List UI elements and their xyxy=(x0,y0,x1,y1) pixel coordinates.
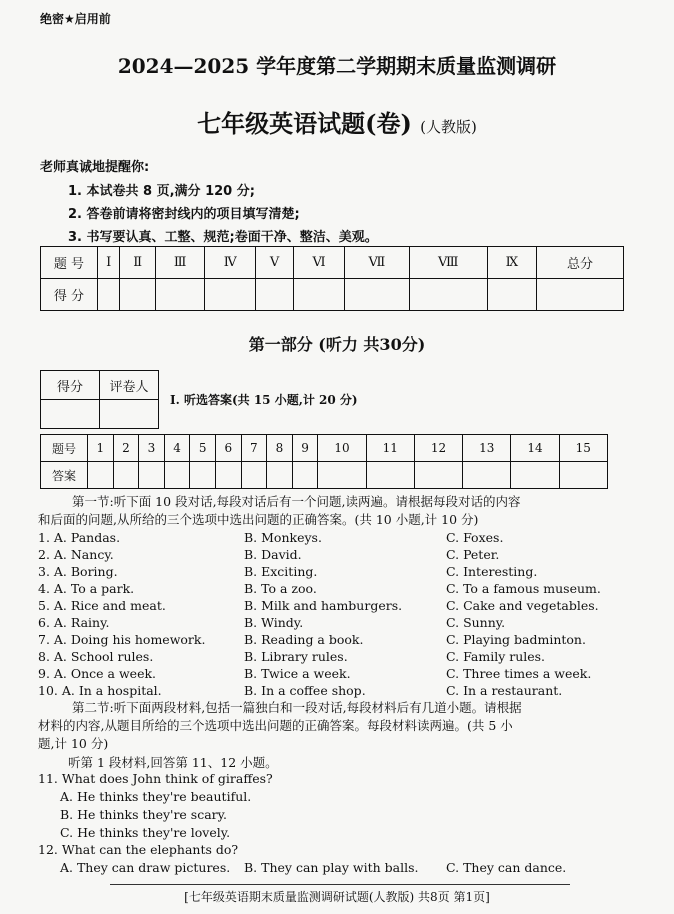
answer-number-cell: 12 xyxy=(414,435,462,462)
question-item[interactable]: 9. A. Once a week. xyxy=(38,666,157,681)
score-row-label: 得 分 xyxy=(41,279,98,311)
score-cell: Ⅷ xyxy=(409,247,487,279)
page-footer: [七年级英语期末质量监测调研试题(人教版) 共8页 第1页] xyxy=(184,890,490,904)
question-option[interactable]: C. Cake and vegetables. xyxy=(446,598,599,613)
exam-subtitle xyxy=(0,104,674,139)
answer-number-cell: 10 xyxy=(318,435,366,462)
answer-input-cell[interactable] xyxy=(463,462,511,489)
score-cell: Ⅲ xyxy=(156,247,205,279)
answer-number-cell: 9 xyxy=(292,435,318,462)
answer-table-label: 答案 xyxy=(41,462,88,489)
answer-input-cell[interactable] xyxy=(366,462,414,489)
material1-note: 听第 1 段材料,回答第 11、12 小题。 xyxy=(68,755,278,770)
grader-box xyxy=(40,370,159,429)
question-option[interactable]: B. Windy. xyxy=(244,615,304,630)
answer-number-cell: 5 xyxy=(190,435,216,462)
score-cell: Ⅶ xyxy=(345,247,410,279)
question-option[interactable]: C. Interesting. xyxy=(446,564,538,579)
answer-number-cell: 7 xyxy=(241,435,267,462)
section2-instruction: 题,计 10 分) xyxy=(38,736,109,751)
answer-number-cell: 15 xyxy=(559,435,607,462)
question-item[interactable]: 6. A. Rainy. xyxy=(38,615,110,630)
question-11-stem: 11. What does John think of giraffes? xyxy=(38,771,273,786)
question-option[interactable]: B. In a coffee shop. xyxy=(244,683,366,698)
answer-number-cell: 1 xyxy=(88,435,114,462)
score-cell: Ⅸ xyxy=(487,247,536,279)
answer-input-cell[interactable] xyxy=(267,462,293,489)
score-table-score-row xyxy=(41,279,624,311)
reminder-item: 1. 本试卷共 8 页,满分 120 分; xyxy=(68,184,255,199)
reminder-item: 3. 书写要认真、工整、规范;卷面干净、整洁、美观。 xyxy=(68,230,378,245)
question-12-option[interactable]: B. They can play with balls. xyxy=(244,860,419,875)
question-item[interactable]: 10. A. In a hospital. xyxy=(38,683,162,698)
score-cell: Ⅵ xyxy=(293,247,344,279)
answer-input-cell[interactable] xyxy=(215,462,241,489)
answer-number-cell: 8 xyxy=(267,435,293,462)
score-cell: Ⅴ xyxy=(256,247,294,279)
answer-input-cell[interactable] xyxy=(241,462,267,489)
score-input-cell[interactable] xyxy=(120,279,156,311)
question-11-option[interactable]: B. He thinks they're scary. xyxy=(60,807,228,822)
question-option[interactable]: B. To a zoo. xyxy=(244,581,317,596)
grader-score-cell[interactable] xyxy=(41,400,100,429)
score-table xyxy=(40,246,624,311)
question-option[interactable]: B. Library rules. xyxy=(244,649,348,664)
answer-input-cell[interactable] xyxy=(164,462,190,489)
edition-label: (人教版) xyxy=(420,118,477,136)
score-table-header-row xyxy=(41,247,624,279)
score-cell: 总分 xyxy=(537,247,624,279)
subtitle-main: 七年级英语试题(卷) xyxy=(197,109,412,138)
answer-input-cell[interactable] xyxy=(559,462,607,489)
question-option[interactable]: C. To a famous museum. xyxy=(446,581,601,596)
answer-input-cell[interactable] xyxy=(113,462,139,489)
question-option[interactable]: C. In a restaurant. xyxy=(446,683,563,698)
footer-rule xyxy=(110,884,570,885)
grader-label: 评卷人 xyxy=(100,371,159,400)
answer-number-cell: 3 xyxy=(139,435,165,462)
score-cell: Ⅳ xyxy=(205,247,256,279)
score-input-cell[interactable] xyxy=(256,279,294,311)
question-item[interactable]: 8. A. School rules. xyxy=(38,649,154,664)
score-cell: Ⅱ xyxy=(120,247,156,279)
answer-input-cell[interactable] xyxy=(190,462,216,489)
question-option[interactable]: B. Exciting. xyxy=(244,564,318,579)
reminder-heading: 老师真诚地提醒你: xyxy=(40,160,150,175)
exam-title: 2024—2025 学年度第二学期期末质量监测调研 xyxy=(117,54,557,78)
score-input-cell[interactable] xyxy=(205,279,256,311)
answer-input-cell[interactable] xyxy=(318,462,366,489)
answer-input-cell[interactable] xyxy=(139,462,165,489)
question-item[interactable]: 3. A. Boring. xyxy=(38,564,118,579)
question-item[interactable]: 1. A. Pandas. xyxy=(38,530,121,545)
answer-table-number-row xyxy=(41,435,608,462)
section2-instruction: 材料的内容,从题目所给的三个选项中选出问题的正确答案。每段材料读两遍。(共 5 小 xyxy=(38,718,513,733)
answer-table-label: 题号 xyxy=(41,435,88,462)
question-option[interactable]: C. Three times a week. xyxy=(446,666,592,681)
answer-number-cell: 4 xyxy=(164,435,190,462)
answer-number-cell: 2 xyxy=(113,435,139,462)
question-option[interactable]: B. Reading a book. xyxy=(244,632,364,647)
grader-name-cell[interactable] xyxy=(100,400,159,429)
question-item[interactable]: 4. A. To a park. xyxy=(38,581,135,596)
question-option[interactable]: B. Twice a week. xyxy=(244,666,351,681)
score-cell: 题 号 xyxy=(41,247,98,279)
section1-title: Ⅰ. 听选答案(共 15 小题,计 20 分) xyxy=(170,393,358,407)
score-input-cell[interactable] xyxy=(409,279,487,311)
answer-number-cell: 11 xyxy=(366,435,414,462)
question-option[interactable]: B. Monkeys. xyxy=(244,530,322,545)
section2-instruction: 第二节:听下面两段材料,包括一篇独白和一段对话,每段材料后有几道小题。请根据 xyxy=(72,700,522,715)
answer-input-cell[interactable] xyxy=(511,462,559,489)
question-11-option[interactable]: A. He thinks they're beautiful. xyxy=(60,789,252,804)
question-option[interactable]: C. Peter. xyxy=(446,547,500,562)
question-item[interactable]: 7. A. Doing his homework. xyxy=(38,632,206,647)
score-input-cell[interactable] xyxy=(293,279,344,311)
score-input-cell[interactable] xyxy=(487,279,536,311)
question-option[interactable]: B. Milk and hamburgers. xyxy=(244,598,403,613)
question-option[interactable]: C. Foxes. xyxy=(446,530,504,545)
question-12-option[interactable]: C. They can dance. xyxy=(446,860,567,875)
score-input-cell[interactable] xyxy=(156,279,205,311)
confidential-mark: 绝密★启用前 xyxy=(40,12,111,26)
question-12-option[interactable]: A. They can draw pictures. xyxy=(60,860,231,875)
score-cell: Ⅰ xyxy=(98,247,120,279)
section1-instruction: 第一节:听下面 10 段对话,每段对话后有一个问题,读两遍。请根据每段对话的内容 xyxy=(72,494,521,509)
part1-title: 第一部分 (听力 共30分) xyxy=(248,335,426,354)
question-option[interactable]: C. Family rules. xyxy=(446,649,546,664)
question-11-option[interactable]: C. He thinks they're lovely. xyxy=(60,825,231,840)
question-option[interactable]: C. Sunny. xyxy=(446,615,506,630)
score-input-cell[interactable] xyxy=(98,279,120,311)
grader-score-label: 得分 xyxy=(41,371,100,400)
score-input-cell[interactable] xyxy=(345,279,410,311)
answer-table xyxy=(40,434,608,489)
reminder-item: 2. 答卷前请将密封线内的项目填写清楚; xyxy=(68,207,300,222)
question-item[interactable]: 5. A. Rice and meat. xyxy=(38,598,166,613)
answer-number-cell: 13 xyxy=(463,435,511,462)
answer-number-cell: 14 xyxy=(511,435,559,462)
question-option[interactable]: C. Playing badminton. xyxy=(446,632,586,647)
question-12-stem: 12. What can the elephants do? xyxy=(38,842,239,857)
question-item[interactable]: 2. A. Nancy. xyxy=(38,547,114,562)
question-option[interactable]: B. David. xyxy=(244,547,302,562)
answer-input-cell[interactable] xyxy=(88,462,114,489)
answer-number-cell: 6 xyxy=(215,435,241,462)
answer-input-cell[interactable] xyxy=(414,462,462,489)
answer-input-cell[interactable] xyxy=(292,462,318,489)
answer-table-answer-row xyxy=(41,462,608,489)
section1-instruction: 和后面的问题,从所给的三个选项中选出问题的正确答案。(共 10 小题,计 10 分) xyxy=(38,512,479,527)
score-input-cell[interactable] xyxy=(537,279,624,311)
